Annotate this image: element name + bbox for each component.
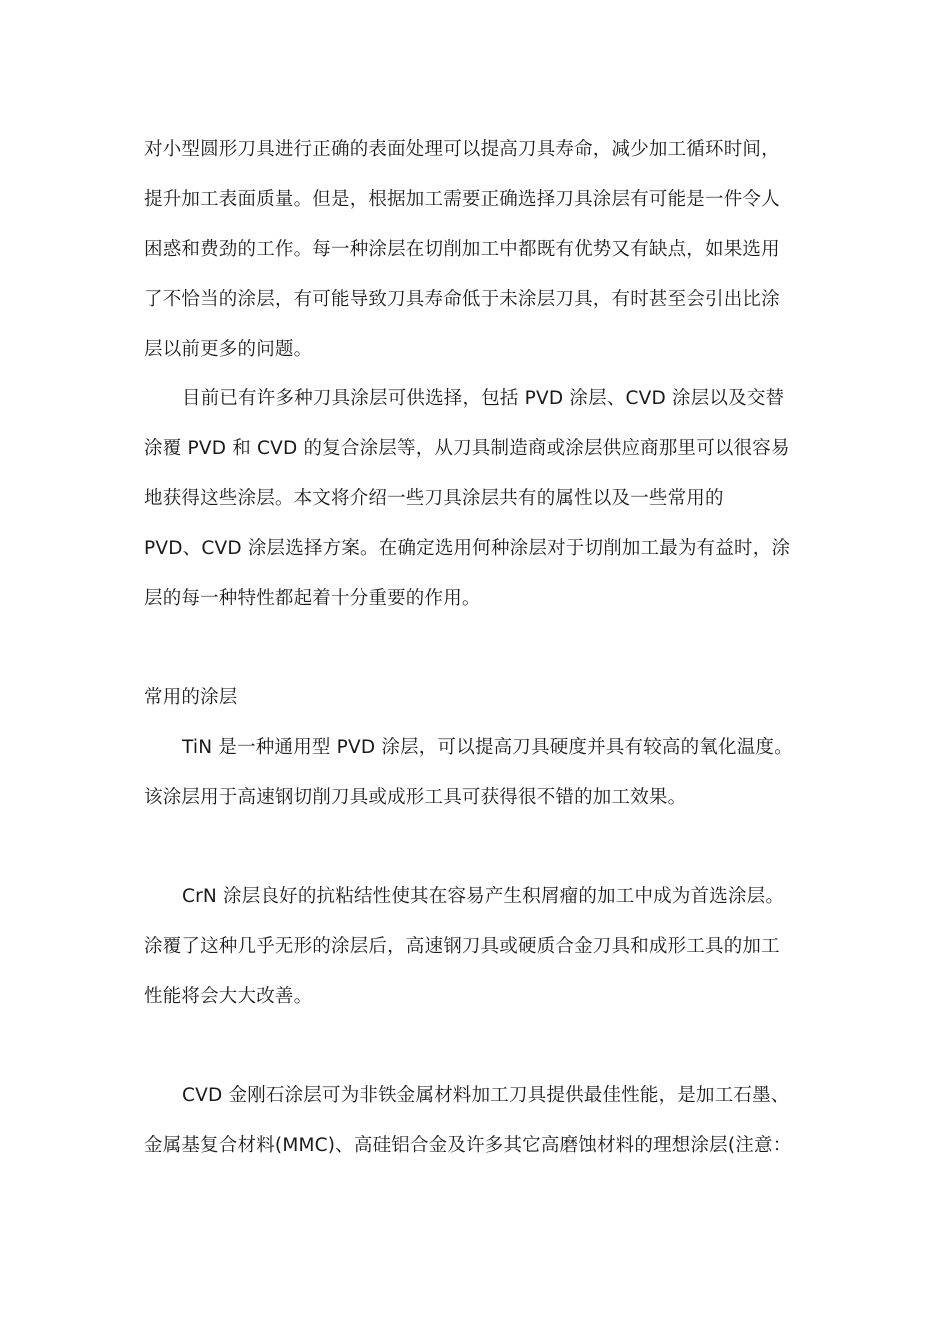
paragraph-1-line-5: 层以前更多的问题。 — [144, 339, 313, 360]
paragraph-4-line-2: 涂覆了这种几乎无形的涂层后，高速钢刀具或硬质合金刀具和成形工具的加工 — [144, 936, 780, 957]
paragraph-1-line-3: 困惑和费劲的工作。每一种涂层在切削加工中都既有优势又有缺点，如果选用 — [144, 239, 780, 260]
paragraph-1-line-1: 对小型圆形刀具进行正确的表面处理可以提高刀具寿命，减少加工循环时间， — [144, 139, 780, 160]
paragraph-2-line-3: 地获得这些涂层。本文将介绍一些刀具涂层共有的属性以及一些常用的 — [144, 488, 724, 509]
paragraph-2-line-5: 层的每一种特性都起着十分重要的作用。 — [144, 588, 481, 609]
paragraph-2-line-1: 目前已有许多种刀具涂层可供选择，包括 PVD 涂层、CVD 涂层以及交替 — [182, 388, 785, 409]
paragraph-2-line-2: 涂覆 PVD 和 CVD 的复合涂层等，从刀具制造商或涂层供应商那里可以很容易 — [144, 438, 790, 459]
paragraph-3-line-1: TiN 是一种通用型 PVD 涂层，可以提高刀具硬度并具有较高的氧化温度。 — [182, 737, 793, 758]
paragraph-4-line-3: 性能将会大大改善。 — [144, 986, 313, 1007]
paragraph-2-line-4: PVD、CVD 涂层选择方案。在确定选用何种涂层对于切削加工最为有益时，涂 — [144, 538, 791, 559]
paragraph-1-line-4: 了不恰当的涂层，有可能导致刀具寿命低于未涂层刀具，有时甚至会引出比涂 — [144, 289, 780, 310]
paragraph-5-line-2: 金属基复合材料(MMC)、高硅铝合金及许多其它高磨蚀材料的理想涂层(注意： — [144, 1135, 792, 1156]
paragraph-4-line-1: CrN 涂层良好的抗粘结性使其在容易产生积屑瘤的加工中成为首选涂层。 — [182, 886, 785, 907]
paragraph-1-line-2: 提升加工表面质量。但是，根据加工需要正确选择刀具涂层有可能是一件令人 — [144, 189, 780, 210]
paragraph-3-line-2: 该涂层用于高速钢切削刀具或成形工具可获得很不错的加工效果。 — [144, 787, 687, 808]
section-heading: 常用的涂层 — [144, 687, 238, 708]
paragraph-5-line-1: CVD 金刚石涂层可为非铁金属材料加工刀具提供最佳性能，是加工石墨、 — [182, 1085, 790, 1106]
